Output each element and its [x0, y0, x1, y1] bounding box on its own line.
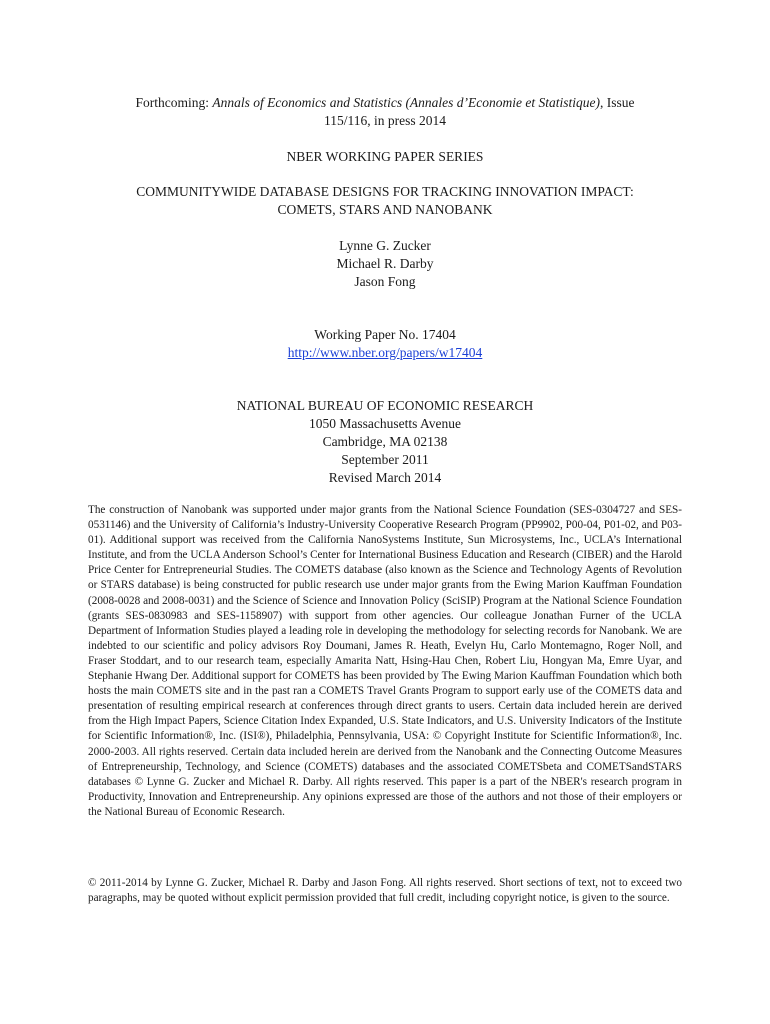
issue-suffix: , Issue	[600, 95, 635, 110]
organization-block	[90, 397, 680, 487]
author-name: Michael R. Darby	[336, 256, 434, 271]
forthcoming-prefix: Forthcoming:	[135, 95, 209, 110]
organization-name: NATIONAL BUREAU OF ECONOMIC RESEARCH	[236, 398, 534, 413]
journal-name: Annals of Economics and Statistics (Annales d’Economie et Statistique)	[212, 95, 601, 110]
working-paper-number: Working Paper No. 17404	[314, 327, 456, 342]
revision-date: Revised March 2014	[328, 470, 442, 485]
series-name: NBER WORKING PAPER SERIES	[286, 149, 484, 164]
title-line-2: COMETS, STARS AND NANOBANK	[277, 202, 493, 217]
organization-street: 1050 Massachusetts Avenue	[309, 416, 461, 431]
issue-line: 115/116, in press 2014	[324, 113, 446, 128]
working-paper-info	[90, 326, 680, 362]
author-name: Lynne G. Zucker	[339, 238, 431, 253]
acknowledgements-paragraph: The construction of Nanobank was supported under major grants from the National Science Foundation (SES-0304727 and SES-0531146) and the University of California’s Industry-University Cooperative Research Program (PP9902, P00-04, P01-02, and P03-01). Additional support was received from the California NanoSystems Institute, Sun Microsystems, Inc., UCLA’s International Institute, and from the UCLA Anderson School’s Center for International Business Education and Research (CIBER) and the Harold Price Center for Entrepreneurial Studies. The COMETS database (also known as the Science and Technology Agents of Revolution or STARS database) is being constructed for public research use under major grants from the Ewing Marion Kauffman Foundation (2008-0028 and 2008-0031) and the Science of Science and Innovation Policy (SciSIP) Program at the National Science Foundation (grants SES-0830983 and SES-1158907) with support from other agencies. Our colleague Jonathan Furner of the UCLA Department of Information Studies played a leading role in developing the methodology for selecting records for Nanobank. We are indebted to our scientific and policy advisors Roy Doumani, James R. Heath, Evelyn Hu, Carlo Montemagno, Roger Noll, and Fraser Stoddart, and to our research team, especially Amarita Natt, Hsing-Hau Chen, Robert Liu, Hongyan Ma, Emre Uyar, and Stephanie Hwang Der. Additional support for COMETS has been provided by The Ewing Marion Kauffman Foundation which both hosts the main COMETS site and in the past ran a COMETS Travel Grants Program to support early use of the COMETS data and presentation of resulting empirical research at conferences through direct grants to users. Certain data included herein are derived from the High Impact Papers, Science Citation Index Expanded, U.S. State Indicators, and U.S. University Indicators of the Institute for Scientific Information®, Inc. (ISI®), Philadelphia, Pennsylvania, USA: © Copyright Institute for Scientific Information®, Inc. 2000-2003. All rights reserved. Certain data included herein are derived from the Nanobank and the Connecting Outcome Measures of Entrepreneurship, Technology, and Science (COMETS) databases and the associated COMETSbeta and COMETSandSTARS databases © Lynne G. Zucker and Michael R. Darby. All rights reserved. This paper is a part of the NBER's research program in Productivity, Innovation and Entrepreneurship. Any opinions expressed are those of the authors and not those of their employers or the National Bureau of Economic Research.	[88, 504, 682, 818]
paper-title	[60, 183, 710, 219]
title-line-1: COMMUNITYWIDE DATABASE DESIGNS FOR TRACKING INNOVATION IMPACT:	[136, 184, 634, 199]
publication-date: September 2011	[341, 452, 429, 467]
organization-city: Cambridge, MA 02138	[322, 434, 448, 449]
forthcoming-notice	[90, 94, 680, 130]
author-list	[90, 237, 680, 291]
author-name: Jason Fong	[354, 274, 416, 289]
copyright-notice: © 2011-2014 by Lynne G. Zucker, Michael R. Darby and Jason Fong. All rights reserved. Short sections of text, not to exceed two paragraphs, may be quoted without explicit permission provided that full credit, including copyright notice, is given to the source.	[88, 877, 682, 905]
paper-url-link[interactable]: http://www.nber.org/papers/w17404	[287, 345, 483, 360]
